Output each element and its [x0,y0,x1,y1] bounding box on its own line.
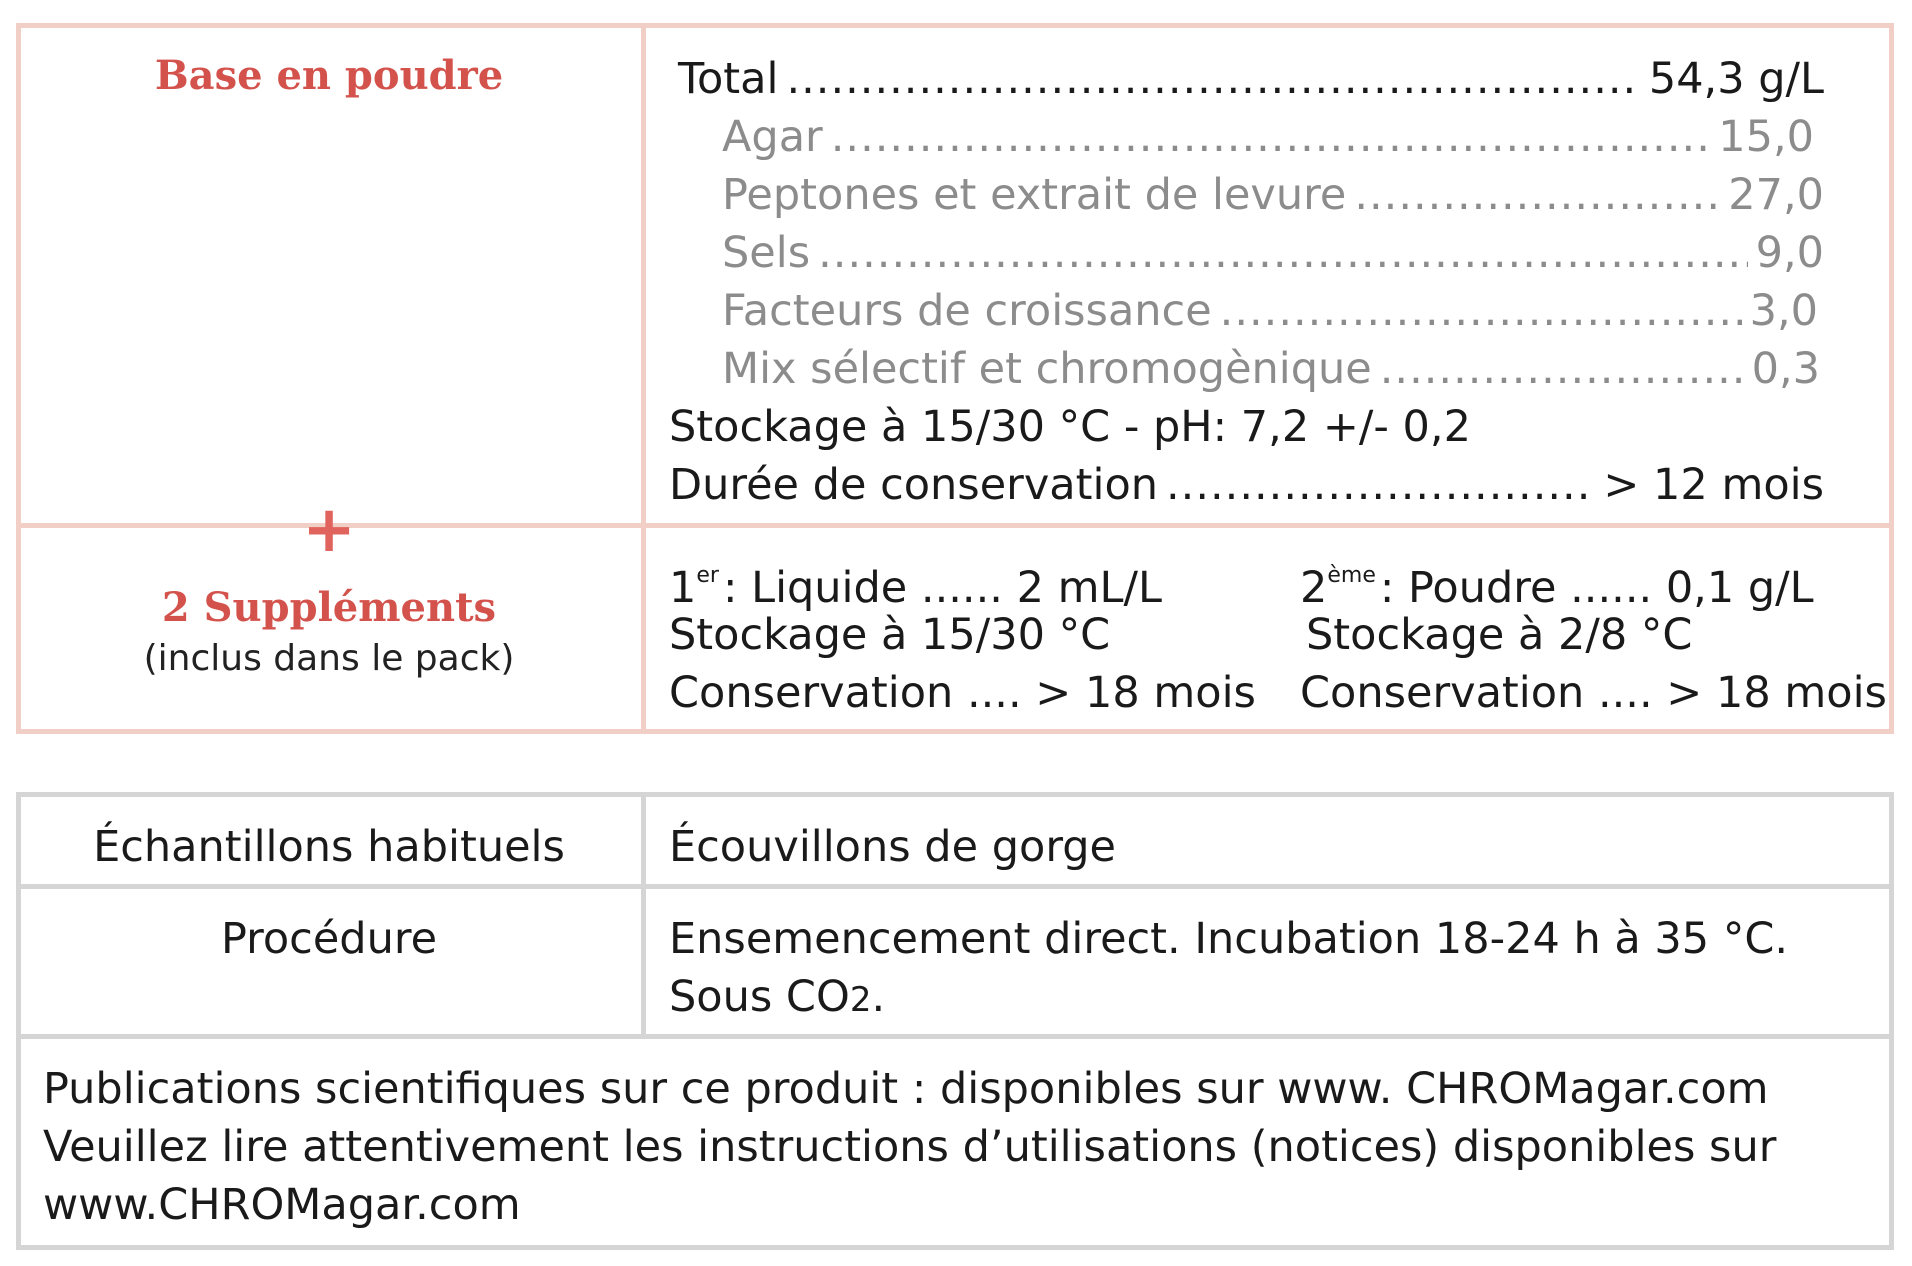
samples-value: Écouvillons de gorge [669,822,1116,872]
samples-label: Échantillons habituels [93,822,565,872]
publications-note: Publications scientifiques sur ce produit : disponibles sur www. CHROMagar.com [43,1064,1769,1114]
total-value: 54,3 g/L [1648,54,1824,104]
supplement-1-storage: Stockage à 15/30 °C [669,610,1111,660]
component-label: Facteurs de croissance [722,286,1212,336]
component-label: Peptones et extrait de levure [722,170,1347,220]
component-value: 27,0 [1728,170,1824,220]
instructions-note: Veuillez lire attentivement les instructions d’utilisations (notices) disponibles sur [43,1122,1777,1172]
component-value: 0,3 [1751,344,1820,394]
website-link[interactable]: www.CHROMagar.com [43,1180,521,1230]
component-value: 15,0 [1718,112,1814,162]
supplements-note: (inclus dans le pack) [143,638,515,679]
supplement-2-line: 2ème: Poudre ...... 0,1 g/L [1300,563,1814,613]
procedure-label: Procédure [220,914,438,964]
shelf-life-value: > 12 mois [1603,460,1824,510]
shelf-life-row [669,456,1824,514]
procedure-line-1: Ensemencement direct. Incubation 18-24 h à 35 °C. [669,914,1789,964]
procedure-line-2: Sous CO2. [669,972,886,1022]
component-row [722,340,1820,398]
supplements-heading: 2 Suppléments [161,584,497,631]
shelf-life-label: Durée de conservation [669,460,1158,510]
plus-icon: + [302,493,356,567]
supplement-1-conservation: Conservation .... > 18 mois [669,668,1256,718]
supplement-1-line: 1er: Liquide ...... 2 mL/L [669,563,1162,613]
component-label: Agar [722,112,823,162]
total-label: Total [678,54,779,104]
supplement-2-conservation: Conservation .... > 18 mois [1300,668,1887,718]
info-table-row-divider-2 [16,1034,1894,1039]
base-storage: Stockage à 15/30 °C - pH: 7,2 +/- 0,2 [669,402,1471,452]
component-row [722,282,1818,340]
component-value: 3,0 [1749,286,1818,336]
component-value: 9,0 [1755,228,1824,278]
component-label: Mix sélectif et chromogènique [722,344,1372,394]
component-row [722,108,1814,166]
component-row [722,224,1824,282]
base-heading: Base en poudre [154,52,504,99]
supplement-2-storage: Stockage à 2/8 °C [1306,610,1693,660]
info-table-row-divider-1 [16,884,1894,889]
total-row [678,50,1824,108]
component-row [722,166,1824,224]
component-label: Sels [722,228,811,278]
